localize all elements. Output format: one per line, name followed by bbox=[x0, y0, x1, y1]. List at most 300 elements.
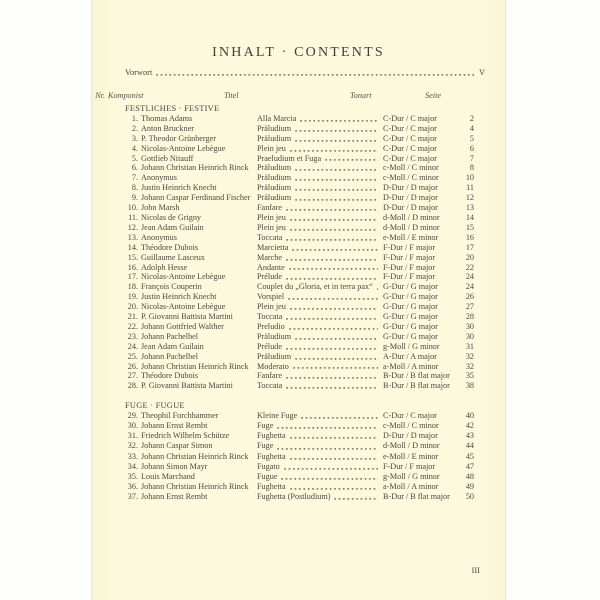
entry-page: 48 bbox=[465, 471, 474, 481]
entry-page: 17 bbox=[465, 242, 474, 252]
entry-composer: Johann Ernst Rembt bbox=[141, 421, 208, 431]
toc-entry bbox=[125, 183, 474, 193]
entry-title-cell bbox=[257, 421, 383, 431]
entry-number: 14. bbox=[127, 242, 138, 252]
dot-leader bbox=[325, 159, 378, 161]
entry-number: 1. bbox=[131, 113, 138, 123]
entry-page: 26 bbox=[465, 292, 474, 302]
entry-title-cell bbox=[257, 243, 383, 253]
entry-title: Praeludium et Fuga bbox=[257, 153, 322, 163]
entry-title-cell bbox=[257, 332, 383, 342]
dot-leader bbox=[286, 259, 378, 261]
entry-number: 11. bbox=[128, 212, 138, 222]
entry-key: F-Dur / F major bbox=[383, 252, 436, 262]
entry-key: d-Moll / D minor bbox=[383, 441, 440, 451]
entry-page: 22 bbox=[465, 262, 474, 272]
entry-number: 2. bbox=[131, 123, 138, 133]
section-heading: FESTLICHES · FESTIVE bbox=[125, 104, 220, 113]
entry-key: G-Dur / G major bbox=[383, 321, 438, 331]
entry-page: 7 bbox=[469, 153, 474, 163]
entry-key: C-Dur / C major bbox=[383, 143, 437, 153]
dot-leader bbox=[284, 468, 378, 470]
entry-title: Fanfare bbox=[257, 203, 283, 213]
dot-leader bbox=[295, 199, 378, 201]
dot-leader bbox=[288, 298, 378, 300]
dot-leader bbox=[289, 328, 378, 330]
entry-page: 2 bbox=[469, 113, 474, 123]
entry-key: C-Dur / C major bbox=[383, 133, 437, 143]
entry-page: 12 bbox=[465, 193, 474, 203]
entry-title-cell bbox=[257, 114, 383, 124]
entry-number: 31. bbox=[127, 431, 138, 441]
dot-leader bbox=[290, 488, 378, 490]
entry-title: Couplet du „Gloria, et in terra pax“ bbox=[257, 282, 373, 292]
entry-title: Präludium bbox=[257, 351, 292, 361]
toc-entry bbox=[125, 441, 474, 451]
entry-key: B-Dur / B flat major bbox=[383, 491, 450, 501]
entry-key: D-Dur / D major bbox=[383, 183, 438, 193]
entry-title-cell bbox=[257, 362, 383, 372]
entry-title-cell bbox=[257, 411, 383, 421]
entry-page: 35 bbox=[465, 371, 474, 381]
toc-entry bbox=[125, 312, 474, 322]
entry-title-cell bbox=[257, 322, 383, 332]
dot-leader bbox=[293, 367, 378, 369]
entry-key: c-Moll / C minor bbox=[383, 173, 439, 183]
toc-entry bbox=[125, 213, 474, 223]
dot-leader bbox=[156, 74, 474, 76]
entry-key: D-Dur / D major bbox=[383, 431, 438, 441]
entry-key: F-Dur / F major bbox=[383, 461, 436, 471]
entry-title: Toccata bbox=[257, 232, 283, 242]
entry-page: 10 bbox=[465, 173, 474, 183]
toc-entry bbox=[125, 452, 474, 462]
col-header-titel: Titel bbox=[224, 91, 239, 100]
entry-title: Fuge bbox=[257, 421, 274, 431]
toc-entry bbox=[125, 114, 474, 124]
entry-title: Prélude bbox=[257, 272, 283, 282]
entry-composer: Nicolas-Antoine Lebègue bbox=[141, 302, 226, 312]
entry-number: 20. bbox=[127, 302, 138, 312]
entry-key: G-Dur / G major bbox=[383, 331, 438, 341]
entry-number: 25. bbox=[127, 351, 138, 361]
col-header-seite: Seite bbox=[425, 91, 441, 100]
col-header-titel-cell bbox=[224, 91, 350, 101]
entry-composer: Adolph Hesse bbox=[141, 262, 188, 272]
entry-key: C-Dur / C major bbox=[383, 153, 437, 163]
entry-title-cell bbox=[257, 144, 383, 154]
entry-composer: Nicolas-Antoine Lebègue bbox=[141, 143, 226, 153]
entry-title: Fughetta bbox=[257, 451, 286, 461]
entry-title: Fugue bbox=[257, 471, 278, 481]
dot-leader bbox=[295, 338, 378, 340]
entry-title: Fughetta (Postludium) bbox=[257, 491, 331, 501]
entry-composer: Johann Simon Mayr bbox=[141, 461, 208, 471]
entry-title-cell bbox=[257, 134, 383, 144]
dot-leader bbox=[289, 268, 378, 270]
dot-leader bbox=[290, 308, 378, 310]
entry-title-cell bbox=[257, 452, 383, 462]
entry-key: G-Dur / G major bbox=[383, 282, 438, 292]
entry-page: 6 bbox=[469, 143, 474, 153]
entry-title: Plein jeu bbox=[257, 143, 286, 153]
toc-entry bbox=[125, 462, 474, 472]
entry-title-cell bbox=[257, 431, 383, 441]
toc-entry bbox=[125, 233, 474, 243]
entry-number: 33. bbox=[127, 451, 138, 461]
entry-number: 3. bbox=[131, 133, 138, 143]
dot-leader bbox=[295, 358, 378, 360]
entry-key: B-Dur / B flat major bbox=[383, 381, 450, 391]
entry-title-cell bbox=[257, 193, 383, 203]
entry-number: 4. bbox=[131, 143, 138, 153]
toc-page bbox=[91, 0, 506, 600]
entry-composer: Johann Christian Heinrich Rinck bbox=[141, 163, 249, 173]
entry-key: F-Dur / F major bbox=[383, 262, 436, 272]
dot-leader bbox=[290, 458, 378, 460]
entry-number: 9. bbox=[131, 193, 138, 203]
entry-number: 27. bbox=[127, 371, 138, 381]
entry-title: Präludium bbox=[257, 173, 292, 183]
dot-leader bbox=[286, 209, 378, 211]
section-rows bbox=[125, 411, 474, 502]
entry-page: 14 bbox=[465, 212, 474, 222]
dot-leader bbox=[277, 448, 378, 450]
entry-composer: Nicolas de Grigny bbox=[141, 212, 202, 222]
vorwort-page-number: V bbox=[478, 68, 485, 77]
toc-entry bbox=[125, 492, 474, 502]
entry-page: 40 bbox=[465, 411, 474, 421]
entry-composer: Johann Pachelbel bbox=[141, 331, 199, 341]
toc-entry bbox=[125, 272, 474, 282]
entry-title-cell bbox=[257, 482, 383, 492]
entry-title-cell bbox=[257, 203, 383, 213]
toc-entry bbox=[125, 302, 474, 312]
entry-number: 34. bbox=[127, 461, 138, 471]
entry-key: d-Moll / D minor bbox=[383, 222, 440, 232]
entry-composer: Johann Caspar Simon bbox=[141, 441, 213, 451]
entry-title: Präludium bbox=[257, 123, 292, 133]
dot-leader bbox=[292, 249, 378, 251]
entry-page: 49 bbox=[465, 481, 474, 491]
entry-composer: Louis Marchand bbox=[141, 471, 195, 481]
dot-leader bbox=[290, 150, 378, 152]
dot-leader bbox=[286, 278, 378, 280]
dot-leader bbox=[295, 189, 378, 191]
toc-section bbox=[125, 104, 474, 391]
toc-entry bbox=[125, 411, 474, 421]
entry-number: 22. bbox=[127, 321, 138, 331]
toc-entry bbox=[125, 322, 474, 332]
entry-number: 17. bbox=[127, 272, 138, 282]
entry-title: Präludium bbox=[257, 331, 292, 341]
entry-composer: Johann Christian Heinrich Rinck bbox=[141, 451, 249, 461]
entry-title-cell bbox=[257, 163, 383, 173]
entry-title: Alla Marcia bbox=[257, 113, 297, 123]
entry-key: g-Moll / G minor bbox=[383, 341, 440, 351]
entry-key: G-Dur / G major bbox=[383, 312, 438, 322]
dot-leader bbox=[295, 140, 378, 142]
entry-key: g-Moll / G minor bbox=[383, 471, 440, 481]
entry-key: F-Dur / F major bbox=[383, 242, 436, 252]
entry-page: 13 bbox=[465, 203, 474, 213]
entry-key: A-Dur / A major bbox=[383, 351, 437, 361]
entry-key: C-Dur / C major bbox=[383, 123, 437, 133]
entry-number: 15. bbox=[127, 252, 138, 262]
toc-entry bbox=[125, 421, 474, 431]
dot-leader bbox=[286, 377, 378, 379]
entry-title-cell bbox=[257, 292, 383, 302]
entry-title: Moderato bbox=[257, 361, 289, 371]
dot-leader bbox=[277, 427, 378, 429]
entry-key: a-Moll / A minor bbox=[383, 361, 439, 371]
toc-entry bbox=[125, 134, 474, 144]
dot-leader bbox=[286, 348, 378, 350]
entry-page: 27 bbox=[465, 302, 474, 312]
entry-title: Preludio bbox=[257, 321, 285, 331]
entry-number: 10. bbox=[127, 203, 138, 213]
entry-page: 24 bbox=[465, 272, 474, 282]
entry-key: C-Dur / C major bbox=[383, 113, 437, 123]
entry-page: 30 bbox=[465, 331, 474, 341]
entry-title: Fanfare bbox=[257, 371, 283, 381]
toc-entry bbox=[125, 124, 474, 134]
entry-key: c-Moll / C minor bbox=[383, 421, 439, 431]
entry-number: 7. bbox=[131, 173, 138, 183]
entry-page: 32 bbox=[465, 351, 474, 361]
entry-composer: Gottlieb Nitauff bbox=[141, 153, 194, 163]
entry-composer: Jean Adam Guilain bbox=[141, 222, 204, 232]
entry-number: 16. bbox=[127, 262, 138, 272]
entry-composer: François Couperin bbox=[141, 282, 202, 292]
toc-entry bbox=[125, 163, 474, 173]
entry-page: 28 bbox=[465, 312, 474, 322]
entry-key: c-Moll / C minor bbox=[383, 163, 439, 173]
entry-key: e-Moll / E minor bbox=[383, 451, 439, 461]
entry-title: Prélude bbox=[257, 341, 283, 351]
entry-title: Fugato bbox=[257, 461, 280, 471]
entry-title: Plein jeu bbox=[257, 302, 286, 312]
toc-entry bbox=[125, 352, 474, 362]
entry-number: 6. bbox=[131, 163, 138, 173]
entry-page: 50 bbox=[465, 491, 474, 501]
entry-title-cell bbox=[257, 282, 383, 292]
entry-title-cell bbox=[257, 381, 383, 391]
entry-page: 20 bbox=[465, 252, 474, 262]
entry-composer: Justin Heinrich Knecht bbox=[141, 292, 217, 302]
entry-page: 4 bbox=[469, 123, 474, 133]
entry-title-cell bbox=[257, 183, 383, 193]
entry-title-cell bbox=[257, 462, 383, 472]
entry-composer: P. Giovanni Battista Martini bbox=[141, 381, 233, 391]
entry-composer: Friedrich Wilhelm Schütze bbox=[141, 431, 230, 441]
entry-page: 44 bbox=[465, 441, 474, 451]
entry-number: 5. bbox=[131, 153, 138, 163]
entry-key: B-Dur / B flat major bbox=[383, 371, 450, 381]
entry-title: Kleine Fuge bbox=[257, 411, 298, 421]
vorwort-label: Vorwort bbox=[125, 68, 153, 77]
toc-entry bbox=[125, 282, 474, 292]
entry-number: 26. bbox=[127, 361, 138, 371]
toc-entry bbox=[125, 362, 474, 372]
entry-composer: Anonymus bbox=[141, 232, 177, 242]
toc-entry bbox=[125, 243, 474, 253]
dot-leader bbox=[295, 179, 378, 181]
entry-key: e-Moll / E minor bbox=[383, 232, 439, 242]
dot-leader bbox=[286, 318, 378, 320]
entry-title-cell bbox=[257, 272, 383, 282]
entry-title: Marcietta bbox=[257, 242, 289, 252]
entry-page: 16 bbox=[465, 232, 474, 242]
entry-key: D-Dur / D major bbox=[383, 193, 438, 203]
entry-composer: P. Theodor Grünberger bbox=[141, 133, 216, 143]
entry-composer: Johann Gottfried Walther bbox=[141, 321, 224, 331]
entry-title-cell bbox=[257, 173, 383, 183]
entry-number: 21. bbox=[127, 312, 138, 322]
entry-title-cell bbox=[257, 441, 383, 451]
entry-composer: Nicolas-Antoine Lebègue bbox=[141, 272, 226, 282]
entry-key: F-Dur / F major bbox=[383, 272, 436, 282]
entry-number: 13. bbox=[127, 232, 138, 242]
dot-leader bbox=[281, 478, 378, 480]
dot-leader bbox=[290, 229, 378, 231]
col-header-nr: Nr. bbox=[95, 91, 105, 100]
toc-entry bbox=[125, 381, 474, 391]
entry-key: G-Dur / G major bbox=[383, 292, 438, 302]
entry-composer: Theophil Forchhammer bbox=[141, 411, 219, 421]
toc-entry bbox=[125, 154, 474, 164]
entry-title: Plein jeu bbox=[257, 212, 286, 222]
entry-title-cell bbox=[257, 312, 383, 322]
entry-page: 11 bbox=[466, 183, 474, 193]
entry-number: 35. bbox=[127, 471, 138, 481]
toc-entry bbox=[125, 342, 474, 352]
toc-entry bbox=[125, 173, 474, 183]
entry-title: Fughetta bbox=[257, 481, 286, 491]
toc-entry bbox=[125, 144, 474, 154]
entry-title: Vorspiel bbox=[257, 292, 285, 302]
entry-number: 23. bbox=[127, 331, 138, 341]
toc-entry bbox=[125, 292, 474, 302]
entry-composer: Jean Adam Guilain bbox=[141, 341, 204, 351]
entry-composer: Guillaume Lasceux bbox=[141, 252, 205, 262]
entry-composer: Johann Caspar Ferdinand Fischer bbox=[141, 193, 251, 203]
entry-page: 30 bbox=[465, 321, 474, 331]
entry-composer: Anonymus bbox=[141, 173, 177, 183]
entry-page: 43 bbox=[465, 431, 474, 441]
toc-section bbox=[125, 401, 474, 502]
entry-title-cell bbox=[257, 492, 383, 502]
toc-sections bbox=[125, 104, 474, 502]
entry-title: Präludium bbox=[257, 133, 292, 143]
entry-page: 15 bbox=[465, 222, 474, 232]
dot-leader bbox=[377, 288, 378, 290]
column-headers bbox=[92, 91, 441, 101]
toc-entry bbox=[125, 263, 474, 273]
entry-title: Fughetta bbox=[257, 431, 286, 441]
entry-key: d-Moll / D minor bbox=[383, 212, 440, 222]
entry-title: Plein jeu bbox=[257, 222, 286, 232]
col-header-tonart: Tonart bbox=[350, 91, 372, 100]
toc-entry bbox=[125, 253, 474, 263]
toc-entry bbox=[125, 332, 474, 342]
entry-number: 36. bbox=[127, 481, 138, 491]
dot-leader bbox=[286, 239, 378, 241]
entry-title: Präludium bbox=[257, 163, 292, 173]
entry-page: 42 bbox=[465, 421, 474, 431]
entry-composer: Théodore Dubois bbox=[141, 242, 199, 252]
entry-composer: Johann Pachelbel bbox=[141, 351, 199, 361]
entry-page: 24 bbox=[465, 282, 474, 292]
entry-key: a-Moll / A minor bbox=[383, 481, 439, 491]
entry-title-cell bbox=[257, 223, 383, 233]
entry-number: 24. bbox=[127, 341, 138, 351]
dot-leader bbox=[334, 498, 378, 500]
entry-number: 29. bbox=[127, 411, 138, 421]
dot-leader bbox=[301, 417, 378, 419]
entry-composer: Justin Heinrich Knecht bbox=[141, 183, 217, 193]
entry-title-cell bbox=[257, 233, 383, 243]
entry-title-cell bbox=[257, 154, 383, 164]
entry-composer: John Marsh bbox=[141, 203, 180, 213]
entry-title: Marche bbox=[257, 252, 283, 262]
entry-title-cell bbox=[257, 371, 383, 381]
entry-number: 30. bbox=[127, 421, 138, 431]
entry-number: 28. bbox=[127, 381, 138, 391]
entry-title-cell bbox=[257, 124, 383, 134]
entry-number: 32. bbox=[127, 441, 138, 451]
entry-key: C-Dur / C major bbox=[383, 411, 437, 421]
entry-key: D-Dur / D major bbox=[383, 203, 438, 213]
entry-page: 38 bbox=[465, 381, 474, 391]
dot-leader bbox=[290, 219, 378, 221]
entry-page: 45 bbox=[465, 451, 474, 461]
toc-entry bbox=[125, 193, 474, 203]
section-heading: FUGE · FUGUE bbox=[125, 401, 185, 411]
entry-number: 18. bbox=[127, 282, 138, 292]
entry-page: 47 bbox=[465, 461, 474, 471]
entry-title-cell bbox=[257, 253, 383, 263]
entry-page: 8 bbox=[469, 163, 474, 173]
entry-number: 37. bbox=[127, 491, 138, 501]
entry-page: 31 bbox=[465, 341, 474, 351]
entry-page: 32 bbox=[465, 361, 474, 371]
entry-composer: Johann Ernst Rembt bbox=[141, 491, 208, 501]
toc-entry bbox=[125, 472, 474, 482]
section-rows bbox=[125, 114, 474, 391]
entry-title-cell bbox=[257, 302, 383, 312]
entry-title: Toccata bbox=[257, 312, 283, 322]
entry-key: G-Dur / G major bbox=[383, 302, 438, 312]
dot-leader bbox=[295, 130, 378, 132]
vorwort-entry bbox=[125, 68, 485, 78]
entry-number: 19. bbox=[127, 292, 138, 302]
entry-composer: P. Giovanni Battista Martini bbox=[141, 312, 233, 322]
entry-title-cell bbox=[257, 342, 383, 352]
toc-entry bbox=[125, 482, 474, 492]
dot-leader bbox=[290, 437, 378, 439]
col-header-komponist: Komponist bbox=[108, 91, 144, 100]
entry-composer: Johann Christian Heinrich Rinck bbox=[141, 481, 249, 491]
entry-title-cell bbox=[257, 472, 383, 482]
entry-title: Präludium bbox=[257, 183, 292, 193]
entry-composer: Théodore Dubois bbox=[141, 371, 199, 381]
entry-composer: Thomas Adams bbox=[141, 113, 193, 123]
entry-page: 5 bbox=[469, 133, 474, 143]
dot-leader bbox=[300, 120, 378, 122]
entry-title-cell bbox=[257, 352, 383, 362]
entry-number: 8. bbox=[131, 183, 138, 193]
